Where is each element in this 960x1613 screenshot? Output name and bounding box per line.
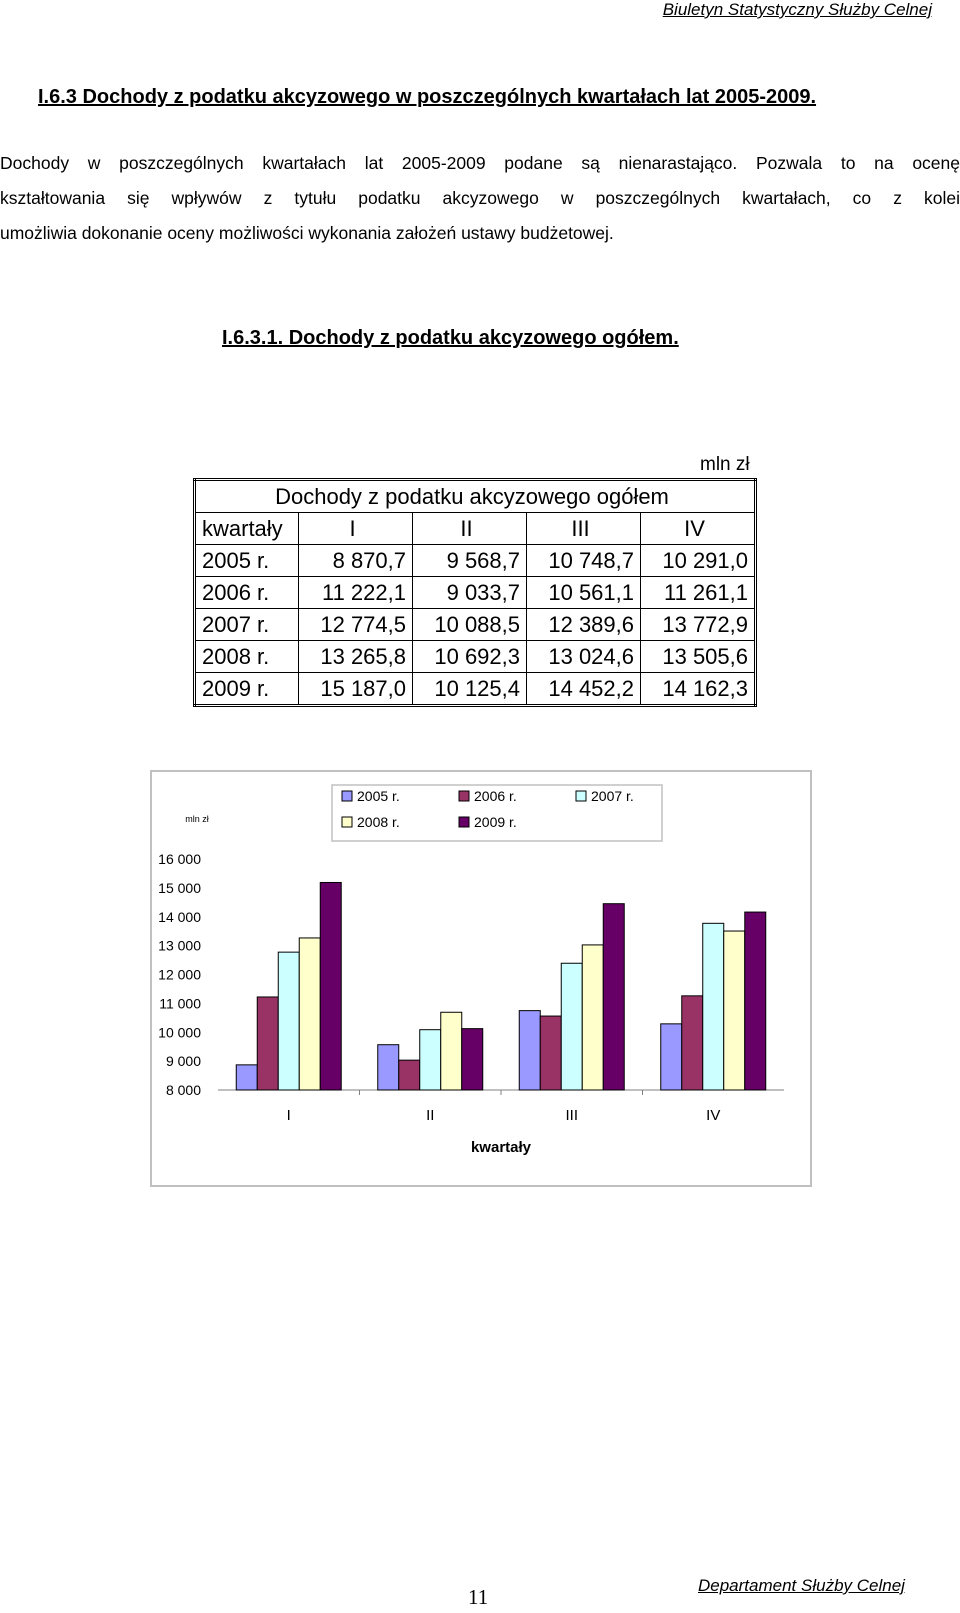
value-cell: 13 772,9 xyxy=(641,609,756,641)
year-cell: 2006 r. xyxy=(195,577,299,609)
bar-2008-IV xyxy=(724,931,745,1090)
y-tick-label: 8 000 xyxy=(165,1082,201,1098)
section-title: I.6.3 Dochody z podatku akcyzowego w poszczególnych kwartałach lat 2005-2009. xyxy=(38,86,817,108)
legend-label: 2005 r. xyxy=(357,788,400,804)
bar-2005-III xyxy=(519,1011,540,1090)
value-cell: 10 291,0 xyxy=(641,545,756,577)
x-tick-label: I xyxy=(286,1107,291,1124)
bar-2006-III xyxy=(540,1016,561,1090)
subsection-title: I.6.3.1. Dochody z podatku akcyzowego ogółem. xyxy=(222,327,679,349)
value-cell: 14 452,2 xyxy=(527,673,641,706)
value-cell: 10 088,5 xyxy=(413,609,527,641)
legend-swatch xyxy=(576,791,586,801)
legend-swatch xyxy=(459,817,469,827)
table-row xyxy=(195,545,756,577)
header-cell: IV xyxy=(641,513,756,545)
bar-2005-I xyxy=(236,1065,257,1090)
x-tick-label: III xyxy=(565,1107,579,1124)
year-cell: 2009 r. xyxy=(195,673,299,706)
page-number: 11 xyxy=(468,1585,489,1609)
value-cell: 12 774,5 xyxy=(299,609,413,641)
bar-2009-III xyxy=(603,904,624,1090)
value-cell: 13 024,6 xyxy=(527,641,641,673)
table-row xyxy=(195,577,756,609)
bar-2007-II xyxy=(420,1030,441,1090)
bar-2008-II xyxy=(441,1012,462,1090)
value-cell: 11 222,1 xyxy=(299,577,413,609)
publication-header: Biuletyn Statystyczny Służby Celnej xyxy=(662,0,932,19)
table-title: Dochody z podatku akcyzowego ogółem xyxy=(195,480,756,513)
value-cell: 11 261,1 xyxy=(641,577,756,609)
legend-label: 2006 r. xyxy=(474,788,517,804)
y-tick-label: 10 000 xyxy=(158,1024,201,1041)
value-cell: 14 162,3 xyxy=(641,673,756,706)
value-cell: 12 389,6 xyxy=(527,609,641,641)
y-tick-label: 11 000 xyxy=(159,995,201,1012)
legend-label: 2008 r. xyxy=(357,814,400,830)
y-tick-label: 15 000 xyxy=(158,879,201,896)
legend-label: 2009 r. xyxy=(474,814,517,830)
table-row xyxy=(195,609,756,641)
quarterly-excise-bar-chart xyxy=(152,772,810,1185)
paragraph-line: kształtowania się wpływów z tytułu podatku akcyzowego w poszczególnych kwartałach, co z kolei xyxy=(0,188,960,208)
bar-2008-III xyxy=(582,945,603,1090)
bar-2009-I xyxy=(320,882,341,1090)
year-cell: 2005 r. xyxy=(195,545,299,577)
legend-swatch xyxy=(342,791,352,801)
department-footer: Departament Służby Celnej xyxy=(698,1576,905,1595)
paragraph-line: umożliwia dokonanie oceny możliwości wykonania założeń ustawy budżetowej. xyxy=(0,223,614,243)
bar-2006-II xyxy=(399,1060,420,1090)
header-cell: III xyxy=(527,513,641,545)
year-cell: 2007 r. xyxy=(195,609,299,641)
legend-swatch xyxy=(342,817,352,827)
y-tick-label: 13 000 xyxy=(158,937,201,954)
x-axis-title: kwartały xyxy=(470,1139,532,1156)
value-cell: 10 561,1 xyxy=(527,577,641,609)
header-cell: kwartały xyxy=(195,513,299,545)
value-cell: 9 568,7 xyxy=(413,545,527,577)
y-tick-label: 16 000 xyxy=(158,851,201,867)
header-cell: I xyxy=(299,513,413,545)
y-tick-label: 12 000 xyxy=(158,966,201,983)
bar-2005-II xyxy=(378,1045,399,1090)
legend-swatch xyxy=(459,791,469,801)
value-cell: 13 265,8 xyxy=(299,641,413,673)
intro-paragraph xyxy=(0,146,960,251)
x-tick-label: IV xyxy=(706,1107,721,1124)
chart-frame xyxy=(150,770,812,1187)
value-cell: 10 125,4 xyxy=(413,673,527,706)
bar-2006-IV xyxy=(682,996,703,1090)
table-row xyxy=(195,641,756,673)
y-tick-label: 14 000 xyxy=(158,908,201,925)
value-cell: 13 505,6 xyxy=(641,641,756,673)
value-cell: 9 033,7 xyxy=(413,577,527,609)
x-tick-label: II xyxy=(426,1107,435,1124)
year-cell: 2008 r. xyxy=(195,641,299,673)
bar-2007-I xyxy=(278,952,299,1090)
bar-2008-I xyxy=(299,938,320,1090)
value-cell: 10 748,7 xyxy=(527,545,641,577)
bar-2009-II xyxy=(462,1029,483,1090)
value-cell: 8 870,7 xyxy=(299,545,413,577)
legend-label: 2007 r. xyxy=(591,788,634,804)
table-unit: mln zł xyxy=(700,454,750,475)
value-cell: 10 692,3 xyxy=(413,641,527,673)
excise-revenue-table xyxy=(193,478,757,707)
bar-2007-III xyxy=(561,963,582,1090)
bar-2005-IV xyxy=(661,1024,682,1090)
bar-2006-I xyxy=(257,997,278,1090)
bar-2009-IV xyxy=(745,912,766,1090)
value-cell: 15 187,0 xyxy=(299,673,413,706)
y-tick-label: 9 000 xyxy=(165,1053,201,1070)
bar-2007-IV xyxy=(703,923,724,1090)
y-axis-label: mln zł xyxy=(185,814,209,824)
table-row xyxy=(195,673,756,706)
header-cell: II xyxy=(413,513,527,545)
paragraph-line: Dochody w poszczególnych kwartałach lat 2005-2009 podane są nienarastająco. Pozwala to na ocenę xyxy=(0,153,960,173)
